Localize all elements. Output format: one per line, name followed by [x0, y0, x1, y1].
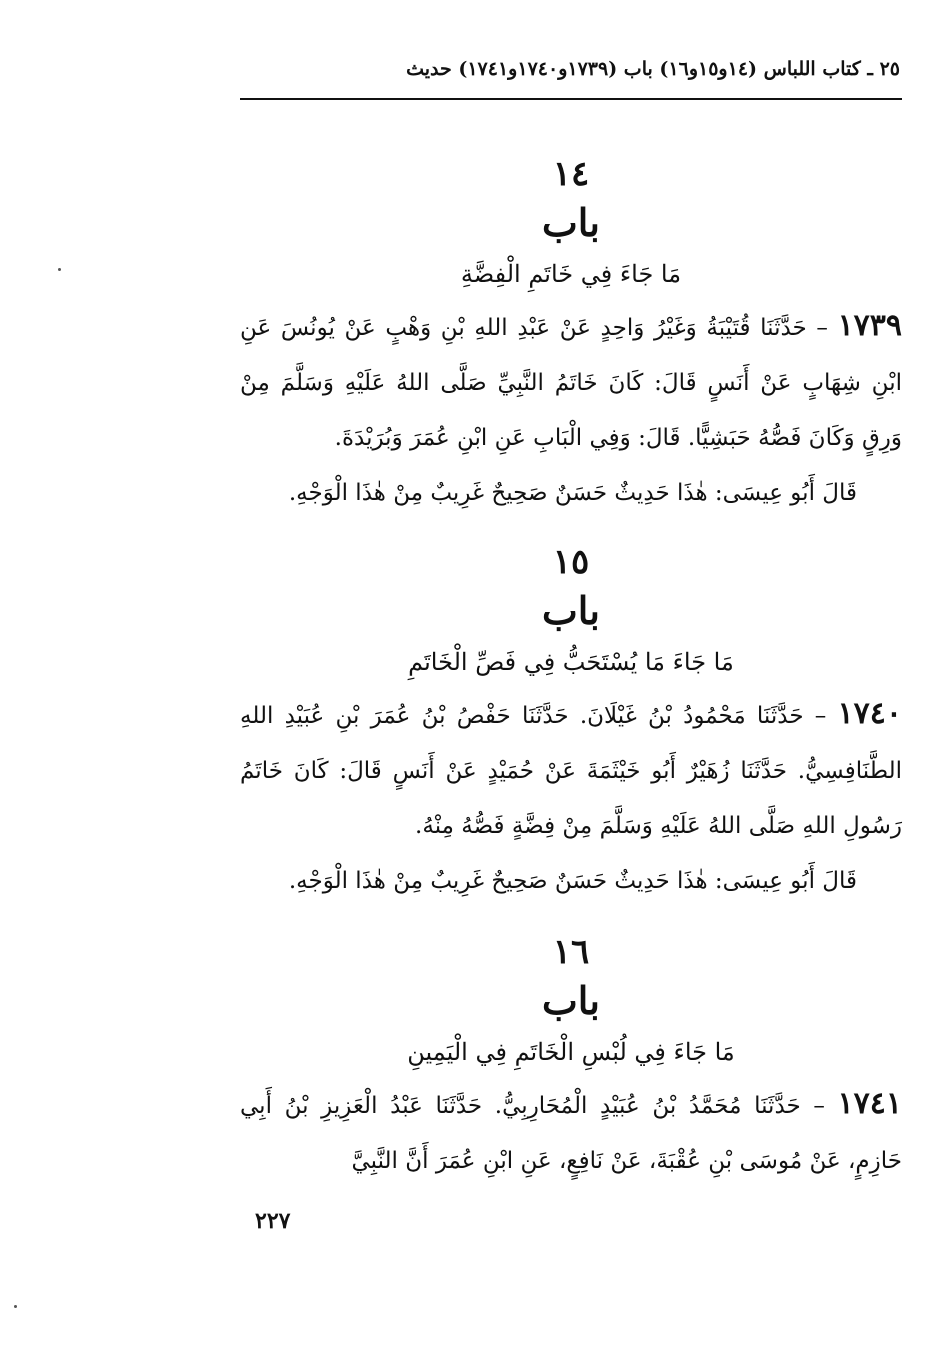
hadith-text: – حَدَّثَنَا مُحَمَّدُ بْنُ عُبَيْدٍ الْمُحَارِبِيُّ. حَدَّثَنَا عَبْدُ الْعَزِيزِ بْنُ أَبِي حَازِمٍ، عَنْ مُوسَى بْنِ عُقْبَةَ، عَنْ نَافِعٍ، عَنِ ابْنِ عُمَرَ أَنَّ النَّبِيَّ	[240, 1093, 902, 1174]
hadith-paragraph	[240, 1076, 902, 1189]
bab-title: مَا جَاءَ فِي لُبْسِ الْخَاتَمِ فِي الْيَمِينِ	[407, 1038, 735, 1066]
section-14	[240, 152, 902, 521]
hadith-paragraph	[240, 298, 902, 466]
bab-number: ١٥	[552, 542, 590, 582]
hadith-number: ١٧٣٩	[837, 308, 903, 343]
header-rule	[240, 98, 902, 100]
hadith-paragraph	[240, 686, 902, 854]
bab-heading: باب	[542, 978, 600, 1023]
bab-number: ١٦	[552, 932, 590, 972]
hadith-grading: قَالَ أَبُو عِيسَى: هٰذَا حَدِيثٌ حَسَنٌ صَحِيحٌ غَرِيبٌ مِنْ هٰذَا الْوَجْهِ.	[288, 480, 857, 506]
hadith-grading: قَالَ أَبُو عِيسَى: هٰذَا حَدِيثٌ حَسَنٌ صَحِيحٌ غَرِيبٌ مِنْ هٰذَا الْوَجْهِ.	[288, 868, 857, 894]
running-head: ٢٥ ـ كتاب اللباس (١٤و١٥و١٦) باب (١٧٣٩و١٧٤٠و١٧٤١) حديث	[406, 58, 900, 80]
hadith-number: ١٧٤١	[837, 1086, 902, 1121]
bab-title: مَا جَاءَ مَا يُسْتَحَبُّ فِي فَصِّ الْخَاتَمِ	[408, 648, 734, 676]
scan-speck	[58, 268, 61, 271]
page-number: ٢٢٧	[255, 1208, 291, 1234]
hadith-number: ١٧٤٠	[837, 696, 902, 731]
scan-speck	[14, 1305, 17, 1308]
hadith-text: – حَدَّثَنَا قُتَيْبَةُ وَغَيْرُ وَاحِدٍ عَنْ عَبْدِ اللهِ بْنِ وَهْبٍ عَنْ يُونُسَ عَنِ ابْنِ شِهَابٍ عَنْ أَنَسٍ قَالَ: كَانَ خَاتَمُ النَّبِيِّ صَلَّى اللهُ عَلَيْهِ وَسَلَّمَ مِنْ وَرِقٍ وَكَانَ فَصُّهُ حَبَشِيًّا. قَالَ: وَفِي الْبَابِ عَنِ ابْنِ عُمَرَ وَبُرَيْدَةَ.	[240, 315, 902, 451]
bab-number: ١٤	[552, 154, 590, 194]
bab-heading: باب	[542, 200, 600, 245]
section-15	[240, 540, 902, 909]
bab-heading: باب	[542, 588, 600, 633]
section-16	[240, 930, 902, 1189]
hadith-text: – حَدَّثَنَا مَحْمُودُ بْنُ غَيْلَانَ. حَدَّثَنَا حَفْصُ بْنُ عُمَرَ بْنِ عُبَيْدِ اللهِ الطَّنَافِسِيُّ. حَدَّثَنَا زُهَيْرٌ أَبُو خَيْثَمَةَ عَنْ حُمَيْدٍ عَنْ أَنَسٍ قَالَ: كَانَ خَاتَمُ رَسُولِ اللهِ صَلَّى اللهُ عَلَيْهِ وَسَلَّمَ مِنْ فِضَّةٍ فَصُّهُ مِنْهُ.	[240, 703, 902, 839]
bab-title: مَا جَاءَ فِي خَاتَمِ الْفِضَّةِ	[460, 260, 682, 288]
